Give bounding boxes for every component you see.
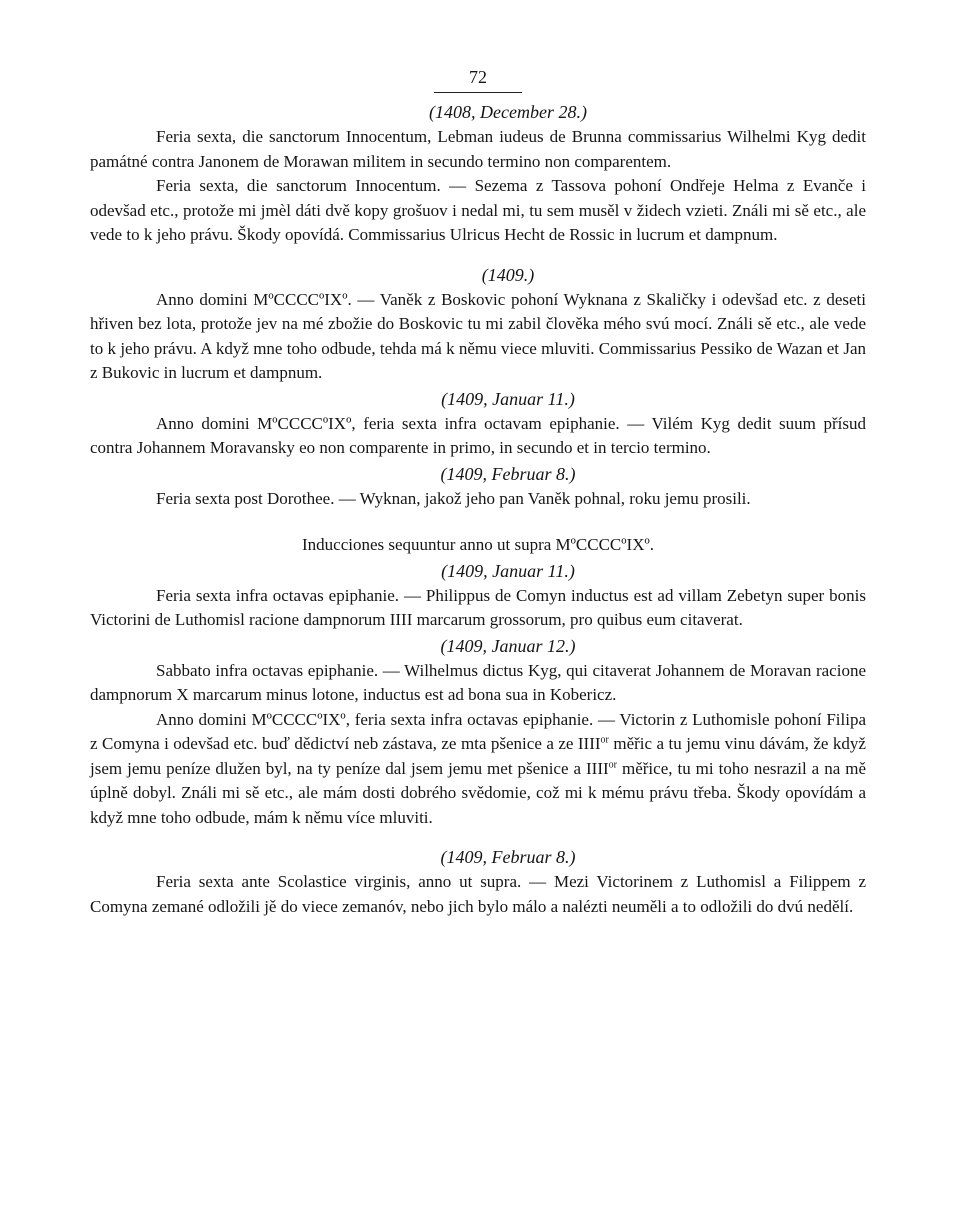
entry-paragraph: Feria sexta post Dorothee. — Wyknan, jakož jeho pan Vaněk pohnal, roku jemu prosili. (156, 488, 751, 508)
entry-paragraph: Feria sexta ante Scolastice virginis, anno ut supra. — Mezi Victorinem z Luthomisl a Filippem z Comyna zemané odložili jě do viece zemanóv, nebo jich bylo málo a nalézti neuměli a to odložili do dvú nedělí. (90, 872, 866, 916)
entry-paragraph: Feria sexta, die sanctorum Innocentum, Lebman iudeus de Brunna commissarius Wilhelmi Kyg dedit památné contra Janonem de Morawan militem in secundo termino non comparentem. (90, 127, 866, 171)
entry-date: (1409, Januar 12.) (440, 635, 576, 656)
entry-date: (1409.) (481, 264, 535, 285)
entry-date: (1409, Januar 11.) (441, 560, 575, 581)
entry-paragraph: Anno domini MºCCCCºIXº, feria sexta infra octavam epiphanie. — Vilém Kyg dedit suum přísud contra Johannem Moravansky eo non comparente in primo, in secundo et in tercio termino. (90, 413, 866, 457)
superscript: or (600, 734, 609, 746)
text-run: Anno domini MºCCCCºIXº, feria sexta infra octavas epiphanie. — Victorin z Luthomisle pohoní Filipa z Comyna i odevšad etc. buď dědictví neb zástava, ze mta pšenice a ze IIII (90, 709, 866, 753)
entry-date: (1409, Februar 8.) (440, 847, 576, 867)
entry-date: (1409, Januar 11.) (441, 388, 575, 409)
entry-paragraph: Feria sexta, die sanctorum Innocentum. — Sezema z Tassova pohoní Ondřeje Helma z Evanče i odevšad etc., protože mi jmèl dáti dvě kopy grošuov i nedal mi, tu sem musěl v židech vzieti. Ználi mi sě etc., ale vede to k jeho právu. Škody opovídá. Commissarius Ulricus Hecht de Rossic in lucrum et dampnum. (90, 176, 866, 244)
entry-date: (1408, December 28.) (429, 102, 587, 122)
entry-paragraph: Feria sexta infra octavas epiphanie. — Philippus de Comyn inductus est ad villam Zebetyn super bonis Victorini de Luthomisl racione dampnorum IIII marcarum grossorum, pro quibus eum citaverat. (90, 585, 866, 629)
entry-paragraph: Sabbato infra octavas epiphanie. — Wilhelmus dictus Kyg, qui citaverat Johannem de Moravan racione dampnorum X marcarum minus lotone, inductus est ad bona sua in Kobericz. (90, 660, 866, 704)
entry-paragraph (90, 708, 866, 831)
text-run: měřice, tu mi toho nesrazil a na mě úplně dobyl. Ználi mi sě etc., ale mám dosti dobrého svědomie, což mi k mému právu třeba. Škody opovídám a když mne toho odbude, mám k němu více mluviti. (90, 758, 866, 827)
entry-paragraph: Anno domini MºCCCCºIXº. — Vaněk z Boskovic pohoní Wyknana z Skaličky i odevšad etc. z deseti hřiven bez lota, protože jev na mé zbožie do Boskovic tu mi zabil člověka mého svú mocí. Ználi sě etc., ale vede to k jeho právu. A když mne toho odbude, tehda má k němu viece mluviti. Commissarius Pessiko de Wazan et Jan z Bukovic in lucrum et dampnum. (90, 289, 866, 382)
superscript: or (608, 758, 618, 770)
text-run: měřic a tu jemu vinu dávám, že když jsem jemu peníze dlužen byl, na ty peníze dal jsem jemu met pšenice a IIII (90, 734, 866, 778)
page-number: 72 (469, 67, 487, 87)
inducciones-heading: Inducciones sequuntur anno ut supra MºCCCCºIXº. (302, 535, 654, 554)
header-rule (434, 92, 522, 93)
document-page (90, 66, 866, 919)
entry-date: (1409, Februar 8.) (440, 463, 576, 484)
